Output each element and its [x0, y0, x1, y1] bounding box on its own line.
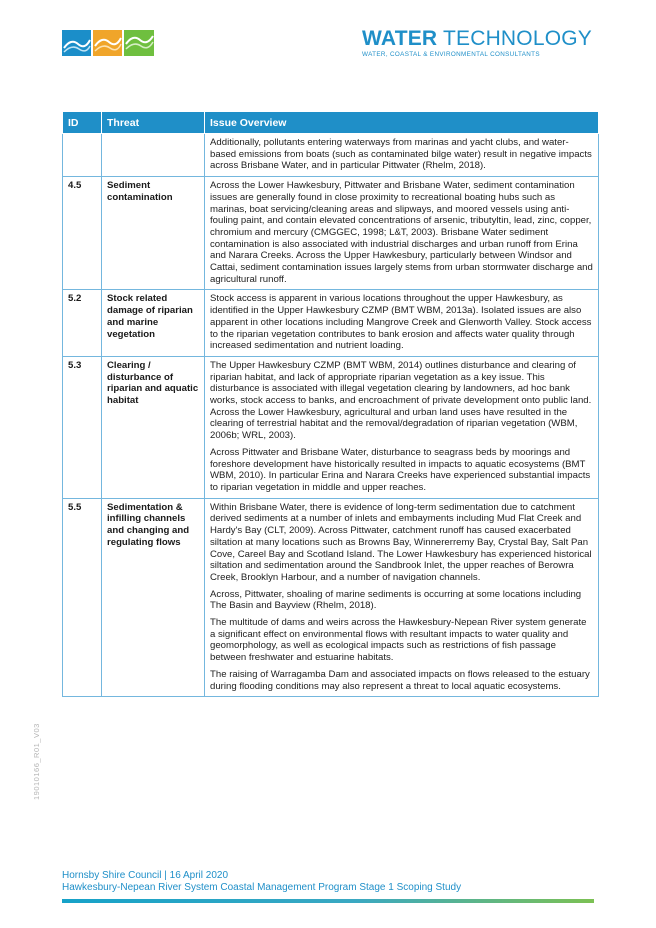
table-row	[63, 177, 599, 290]
document-code: 19010166_R01_V03	[32, 723, 41, 800]
footer-study-title: Hawkesbury-Nepean River System Coastal Management Program Stage 1 Scoping Study	[62, 882, 462, 893]
footer-client-date: Hornsby Shire Council | 16 April 2020	[62, 870, 229, 881]
row-threat: Sedimentation & infilling channels and changing and regulating flows	[102, 498, 205, 697]
company-logo-graphic	[62, 30, 154, 61]
issue-paragraph: Stock access is apparent in various locations throughout the upper Hawkesbury, as identified in the Upper Hawkesbury CZMP (BMT WBM, 2013a). Isolated issues are also apparent in other locations including Mangrove Creek and Glenworth Valley. Stock access to the riparian vegetation contributes to bank erosion and affects water quality through increased sedimentation and nutrient loading.	[210, 293, 592, 352]
column-header-threat: Threat	[102, 112, 205, 134]
issue-paragraph: Across Pittwater and Brisbane Water, disturbance to seagrass beds by moorings and foreshore development have historically resulted in impacts to aquatic ecosystems (BMT WBM, 2010). In particular Erina and Narara Creeks have experienced substantial impacts to riparian vegetation in middle and upper reaches.	[210, 446, 591, 493]
brand-wordmark	[362, 28, 592, 58]
row-issue-overview	[205, 134, 599, 177]
row-issue-overview	[205, 177, 599, 290]
threat-table	[62, 111, 599, 697]
issue-paragraph: The raising of Warragamba Dam and associated impacts on flows released to the estuary during flooding conditions may also represent a threat to local aquatic ecosystems.	[210, 668, 590, 692]
row-id: 5.5	[63, 498, 102, 697]
row-id	[63, 134, 102, 177]
row-threat: Sediment contamination	[102, 177, 205, 290]
table-row	[63, 356, 599, 498]
row-id: 5.2	[63, 290, 102, 357]
row-id: 4.5	[63, 177, 102, 290]
column-header-id: ID	[63, 112, 102, 134]
row-threat: Stock related damage of riparian and marine vegetation	[102, 290, 205, 357]
issue-paragraph: Within Brisbane Water, there is evidence of long-term sedimentation due to catchment derived sediments at a number of inlets and embayments including Mud Flat Creek and Hardy's Bay (CLT, 2009). Across Pittwater, catchment runoff has caused exacerbated siltation at many locations such as Browns Bay, Winnererremy Bay, Crystal Bay, Salt Pan Cove, Careel Bay and Scotland Island. The Lower Hawkesbury has experienced historical siltation and sedimentation around the Sandbrook Inlet, the upper reaches of Berowra Creek, Brooklyn Harbour, and a number of navigation channels.	[210, 501, 592, 583]
issue-paragraph: The Upper Hawkesbury CZMP (BMT WBM, 2014) outlines disturbance and clearing of riparian habitat, and lack of appropriate riparian vegetation as a key issue. This disturbance is associated with illegal vegetation clearing by landowners, ad hoc bank works, stock access to banks, and encroachment of private development onto public land. Across the Lower Hawkesbury, agricultural and urban land uses have resulted in the clearing of terrestrial habitat and the removal/degradation of riparian vegetation (WBM, 2006b; WRL, 2003).	[210, 359, 592, 442]
table-row	[63, 290, 599, 357]
footer-gradient-bar	[62, 899, 594, 903]
row-issue-overview	[205, 290, 599, 357]
column-header-issue-overview: Issue Overview	[205, 112, 599, 134]
brand-tagline: WATER, COASTAL & ENVIRONMENTAL CONSULTANTS	[362, 51, 540, 58]
row-issue-overview	[205, 498, 599, 697]
brand-word-water: WATER	[362, 27, 438, 50]
issue-paragraph: Across the Lower Hawkesbury, Pittwater and Brisbane Water, sediment contamination issues are generally found in close proximity to recreational boating hubs such as marinas, boat servicing/cleaning areas and slipways, and moored vessels using anti-fouling paint, and contain elevated concentrations of arsenic, tributyltin, lead, zinc, copper, chromium and mercury (CMGGEC, 1998; L&T, 2003). Brisbane Water sediment contamination is also associated with industrial discharges and urban runoff from Erina and Narara Creeks. Across the Upper Hawkesbury, particularly between Windsor and Cattai, sediment contamination issues largely stems from urban stormwater discharge and agricultural runoff.	[210, 180, 593, 285]
issue-paragraph: Additionally, pollutants entering waterways from marinas and yacht clubs, and water-based emissions from boats (such as contaminated bilge water) result in negative impacts across Brisbane Water, and in particular Pittwater (Rhelm, 2018).	[210, 137, 592, 172]
row-issue-overview	[205, 356, 599, 498]
row-id: 5.3	[63, 356, 102, 498]
issue-paragraph: Across, Pittwater, shoaling of marine sediments is occurring at some locations including The Basin and Bayview (Rhelm, 2018).	[210, 588, 582, 612]
wave-logo-icon	[62, 30, 154, 56]
brand-word-technology: TECHNOLOGY	[437, 27, 592, 50]
table-row	[63, 498, 599, 697]
issue-paragraph: The multitude of dams and weirs across the Hawkesbury-Nepean River system generate a significant effect on environmental flows with resultant impacts to water quality and geomorphology, as well as ecological impacts such as restrictions of fish passage between freshwater and estuarine habitats.	[210, 617, 587, 664]
brand-name	[362, 28, 592, 50]
row-threat: Clearing / disturbance of riparian and aquatic habitat	[102, 356, 205, 498]
table-row	[63, 134, 599, 177]
page-footer	[62, 870, 461, 894]
table-header-row	[63, 112, 599, 134]
row-threat	[102, 134, 205, 177]
